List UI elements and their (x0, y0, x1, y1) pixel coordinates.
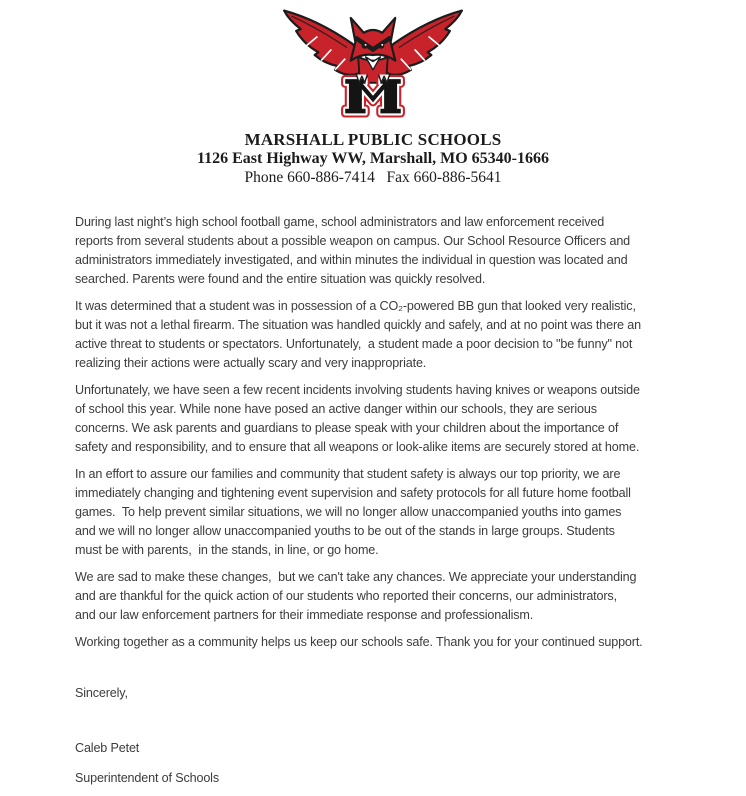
text-line: reports from several students about a possible weapon on campus. Our School Resource Officers and (75, 234, 631, 248)
text-line: Working together as a community helps us keep our schools safe. Thank you for your continued support. (75, 635, 643, 649)
signer-name: Caleb Petet (75, 741, 140, 755)
paragraph-3 (75, 381, 746, 457)
closing-block (75, 684, 746, 788)
signer-title: Superintendent of Schools (75, 771, 219, 785)
text-line: immediately changing and tightening event supervision and safety protocols for all future home football (75, 486, 631, 500)
text-line: During last night’s high school football game, school administrators and law enforcement received (75, 215, 605, 229)
org-name: MARSHALL PUBLIC SCHOOLS (244, 130, 502, 149)
org-address: 1126 East Highway WW, Marshall, MO 65340-1666 (196, 150, 550, 167)
text-line: safety and responsibility, and to ensure that all weapons or look-alike items are securely stored at home. (75, 440, 640, 454)
text-line: but it was not a lethal firearm. The situation was handled quickly and safely, and at no point was there an (75, 318, 641, 332)
letterhead (0, 130, 746, 187)
closing-salutation: Sincerely, (75, 686, 128, 700)
text-line: Unfortunately, we have seen a few recent incidents involving students having knives or weapons outside (75, 383, 640, 397)
letter-body (75, 213, 746, 652)
paragraph-2 (75, 297, 746, 373)
text-line: must be with parents, in the stands, in line, or go home. (75, 543, 379, 557)
org-phone-fax: Phone 660-886-7414 Fax 660-886-5641 (244, 169, 502, 186)
text-line: concerns. We ask parents and guardians to please speak with your children about the importance of (75, 421, 619, 435)
block-letter-m (345, 79, 401, 113)
paragraph-6 (75, 633, 746, 652)
paragraph-1 (75, 213, 746, 289)
text-line: realizing their actions were actually scary and very inappropriate. (75, 356, 427, 370)
text-line: of school this year. While none have posed an active danger within our schools, they are serious (75, 402, 597, 416)
text-line: active threat to students or spectators. Unfortunately, a student made a poor decision to "be funny" not (75, 337, 633, 351)
text-line: searched. Parents were found and the entire situation was quickly resolved. (75, 272, 486, 286)
paragraph-5 (75, 568, 746, 625)
text-line: and are thankful for the quick action of our students who reported their concerns, our administrators, (75, 589, 617, 603)
text-line: and our law enforcement partners for their immediate response and professionalism. (75, 608, 534, 622)
text-line: and we will no longer allow unaccompanied youths to be out of the stands in large groups. Students (75, 524, 615, 538)
text-line: In an effort to assure our families and community that student safety is always our top priority, we are (75, 467, 621, 481)
text-line: administrators immediately investigated, and within minutes the individual in question was located and (75, 253, 628, 267)
owl-m-logo-icon (280, 5, 466, 118)
paragraph-4 (75, 465, 746, 560)
text-line: It was determined that a student was in possession of a CO₂-powered BB gun that looked very realistic, (75, 299, 636, 313)
text-line: games. To help prevent similar situations, we will no longer allow unaccompanied youths into games (75, 505, 622, 519)
text-line: We are sad to make these changes, but we can't take any chances. We appreciate your understanding (75, 570, 637, 584)
